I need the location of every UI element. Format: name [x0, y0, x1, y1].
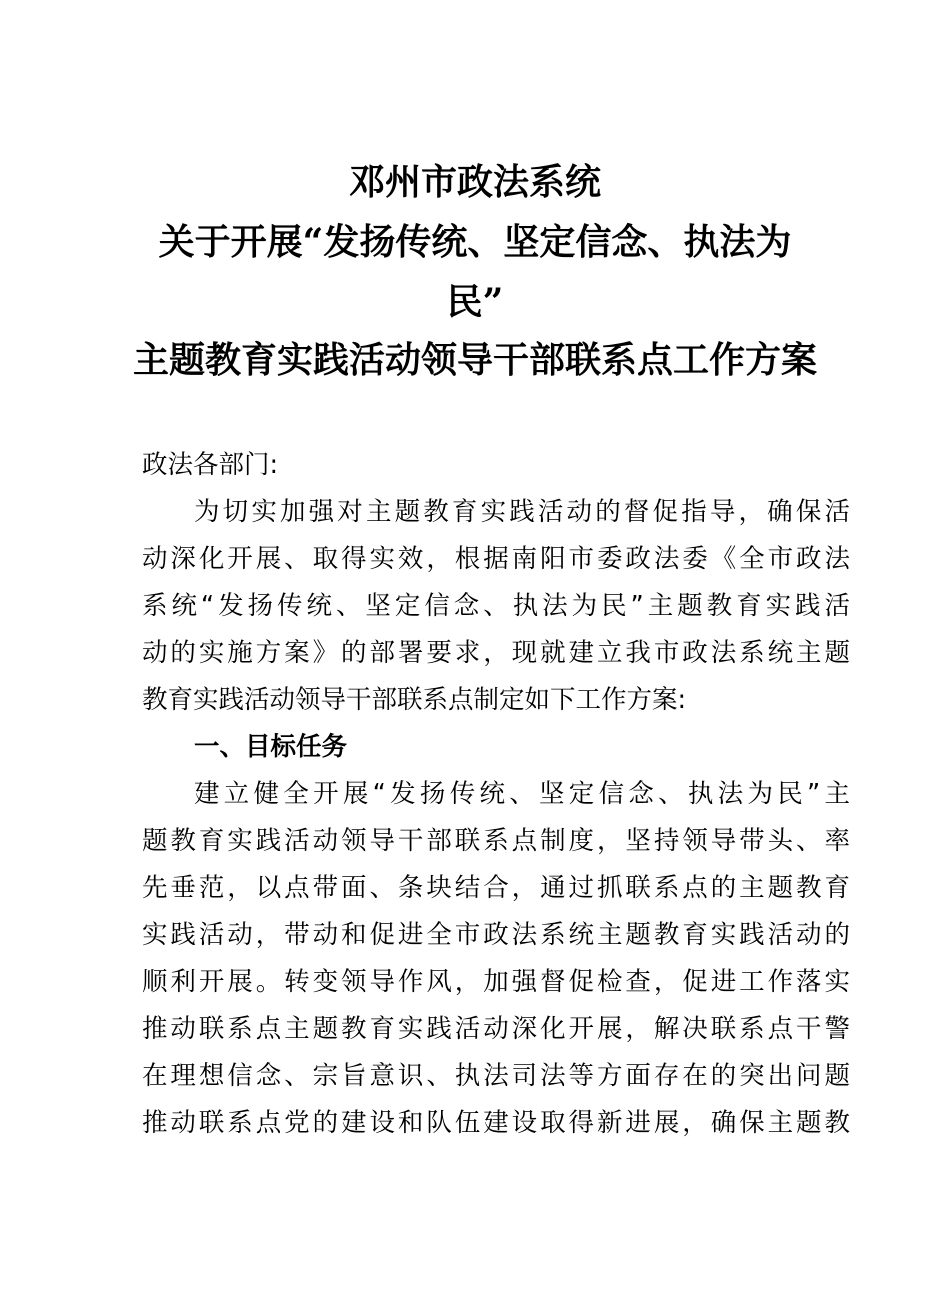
paragraph-1-line: 系统“发扬传统、坚定信念、执法为民”主题教育实践活	[142, 591, 850, 621]
paragraph-2-line: 先垂范，以点带面、条块结合，通过抓联系点的主题教育	[142, 873, 850, 903]
paragraph-1-line: 动深化开展、取得实效，根据南阳市委政法委《全市政法	[142, 544, 850, 574]
paragraph-1-line: 为切实加强对主题教育实践活动的督促指导，确保活	[194, 497, 850, 527]
paragraph-2-line: 推动联系点党的建设和队伍建设取得新进展，确保主题教	[142, 1108, 850, 1138]
paragraph-2-line: 实践活动，带动和促进全市政法系统主题教育实践活动的	[142, 920, 850, 950]
salutation: 政法各部门:	[142, 450, 279, 480]
paragraph-2-line: 顺利开展。转变领导作风，加强督促检查，促进工作落实	[142, 967, 850, 997]
section-1-heading: 一、目标任务	[194, 732, 348, 762]
document-title-line-4: 主题教育实践活动领导干部联系点工作方案	[132, 339, 817, 381]
document-title-line-3: 民”	[446, 281, 504, 323]
paragraph-2-line: 在理想信念、宗旨意识、执法司法等方面存在的突出问题	[142, 1061, 850, 1091]
paragraph-1-line: 教育实践活动领导干部联系点制定如下工作方案:	[142, 685, 687, 715]
document-title-line-2: 关于开展“发扬传统、坚定信念、执法为	[158, 221, 792, 263]
paragraph-2-line: 建立健全开展“发扬传统、坚定信念、执法为民”主	[194, 779, 850, 809]
paragraph-2-line: 推动联系点主题教育实践活动深化开展，解决联系点干警	[142, 1014, 850, 1044]
paragraph-2-line: 题教育实践活动领导干部联系点制度，坚持领导带头、率	[142, 826, 850, 856]
paragraph-1	[142, 489, 850, 724]
paragraph-1-line: 动的实施方案》的部署要求，现就建立我市政法系统主题	[142, 638, 850, 668]
paragraph-2	[142, 771, 850, 1147]
document-title-line-1: 邓州市政法系统	[348, 161, 601, 203]
